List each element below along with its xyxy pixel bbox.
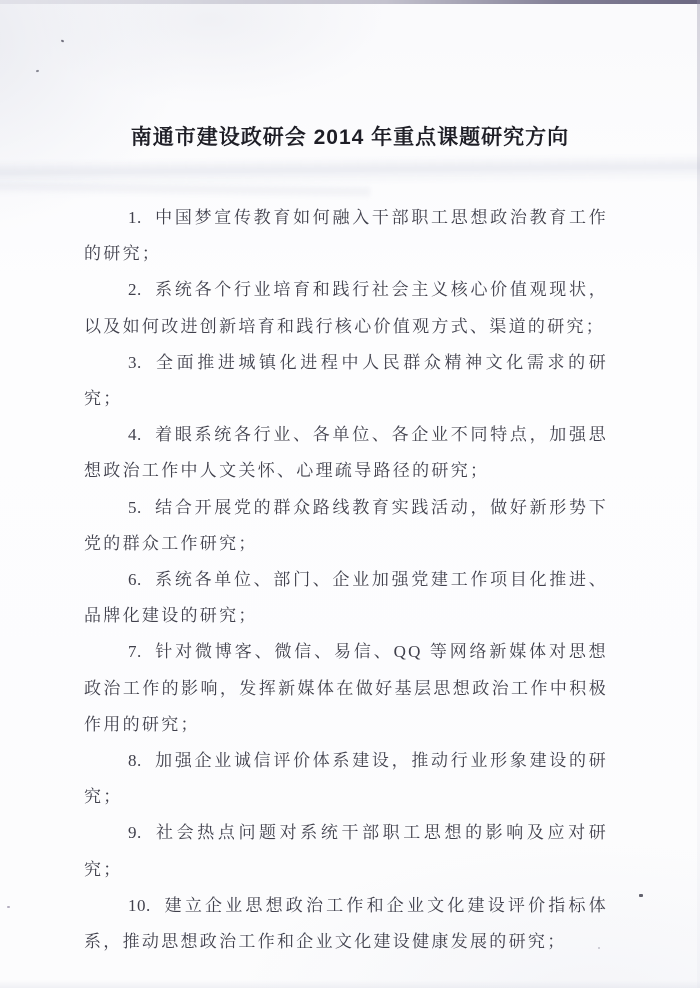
- item-number: 3.: [128, 352, 142, 372]
- dust-speck: [61, 39, 65, 42]
- item-text: 加强企业诚信评价体系建设，推动行业形象建设的研究；: [84, 751, 608, 807]
- topic-item-2: [84, 272, 608, 344]
- topic-item-9: [84, 815, 608, 887]
- topic-item-5: [84, 490, 608, 562]
- document-title: 南通市建设政研会 2014 年重点课题研究方向: [130, 126, 570, 149]
- dust-speck: [639, 894, 643, 897]
- topic-item-1: [84, 200, 608, 272]
- item-number: 8.: [128, 751, 142, 771]
- item-number: 7.: [128, 642, 142, 662]
- item-text: 针对微博客、微信、易信、QQ 等网络新媒体对思想政治工作的影响，发挥新媒体在做好基层思想政治工作中积极作用的研究；: [84, 642, 608, 734]
- item-text: 社会热点问题对系统干部职工思想的影响及应对研究；: [84, 823, 608, 879]
- dust-speck: [36, 70, 39, 73]
- item-text: 建立企业思想政治工作和企业文化建设评价指标体系，推动思想政治工作和企业文化建设健康发展的研究；: [84, 895, 608, 952]
- topic-item-8: [84, 743, 608, 815]
- item-number: 5.: [128, 497, 142, 517]
- item-number: 2.: [128, 280, 142, 300]
- item-number: 6.: [128, 570, 142, 590]
- topic-item-4: [84, 417, 608, 489]
- topic-item-7: [84, 634, 608, 743]
- scan-edge-shadow-top: [0, 0, 700, 4]
- item-text: 着眼系统各行业、各单位、各企业不同特点，加强思想政治工作中人文关怀、心理疏导路径的研究；: [84, 425, 608, 481]
- item-text: 系统各单位、部门、企业加强党建工作项目化推进、品牌化建设的研究；: [84, 570, 608, 626]
- dust-speck: [7, 906, 10, 908]
- item-number: 4.: [128, 425, 142, 445]
- topic-item-3: [84, 345, 608, 417]
- topic-list: [84, 200, 608, 960]
- item-number: 1.: [128, 208, 142, 227]
- item-number: 9.: [128, 823, 142, 843]
- topic-item-6: [84, 562, 608, 634]
- item-number: 10.: [128, 895, 151, 915]
- item-text: 全面推进城镇化进程中人民群众精神文化需求的研究；: [84, 352, 608, 409]
- scan-edge-shadow-bottom: [0, 980, 700, 988]
- item-text: 系统各个行业培育和践行社会主义核心价值观现状，以及如何改进创新培育和践行核心价值观方式、渠道的研究；: [84, 280, 608, 336]
- topic-item-10: [84, 888, 608, 960]
- item-text: 中国梦宣传教育如何融入干部职工思想政治教育工作的研究；: [84, 208, 608, 264]
- item-text: 结合开展党的群众路线教育实践活动，做好新形势下党的群众工作研究；: [84, 497, 608, 553]
